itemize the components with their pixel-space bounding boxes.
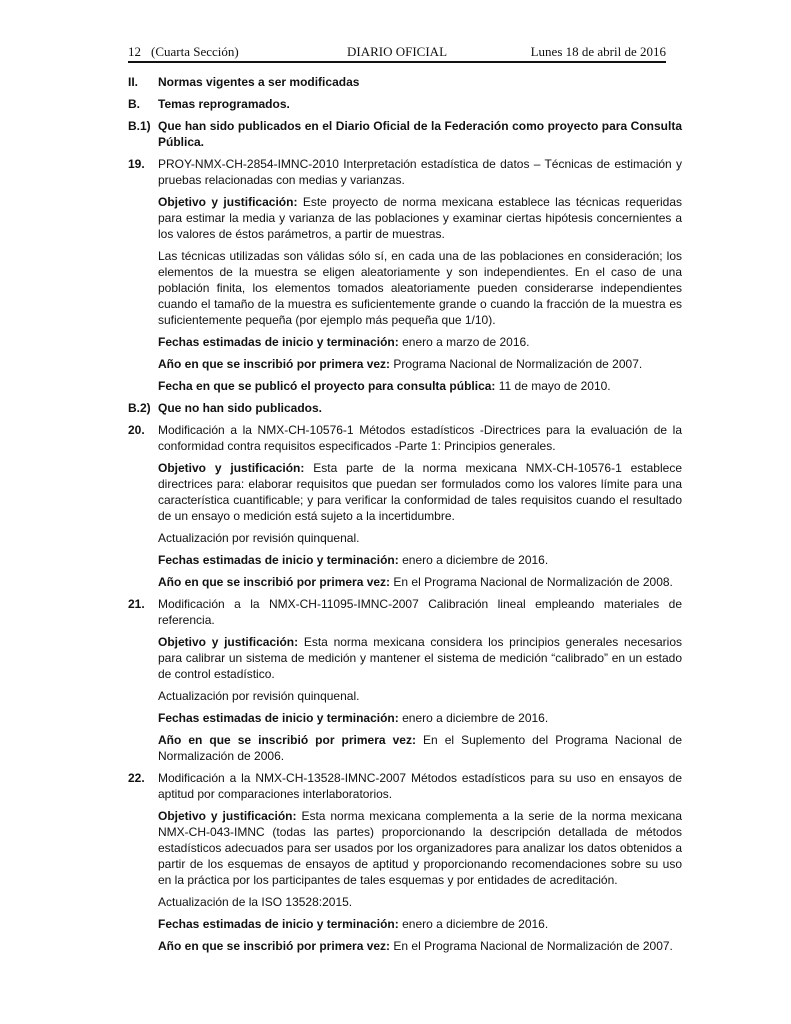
dates-label: Fechas estimadas de inicio y terminación:	[158, 711, 399, 725]
item-number: 20.	[128, 423, 145, 437]
year-paragraph	[158, 574, 682, 590]
year-paragraph	[158, 356, 682, 372]
section-title: Que han sido publicados en el Diario Oficial de la Federación como proyecto para Consulta Pública.	[158, 119, 682, 149]
objective-label: Objetivo y justificación:	[158, 195, 298, 209]
year-label: Año en que se inscribió por primera vez:	[158, 357, 391, 371]
section-number: II.	[128, 75, 139, 89]
extra-paragraph: Actualización de la ISO 13528:2015.	[158, 895, 353, 909]
objective-label: Objetivo y justificación:	[158, 809, 297, 823]
publication-date: Lunes 18 de abril de 2016	[530, 44, 666, 59]
item-title: Modificación a la NMX-CH-13528-IMNC-2007 Métodos estadísticos para su uso en ensayos de aptitud por comparaciones interlaboratorios.	[158, 771, 682, 801]
publication-paragraph	[158, 378, 682, 394]
year-label: Año en que se inscribió por primera vez:	[158, 939, 391, 953]
item-title: Modificación a la NMX-CH-11095-IMNC-2007 Calibración lineal empleando materiales de referencia.	[158, 597, 682, 627]
section-title: Temas reprogramados.	[158, 97, 290, 111]
objective-label: Objetivo y justificación:	[158, 461, 305, 475]
page-number: 12	[128, 44, 141, 59]
publication-label: Fecha en que se publicó el proyecto para consulta pública:	[158, 379, 496, 393]
norm-item	[128, 422, 682, 454]
objective-paragraph	[158, 460, 682, 524]
year-paragraph	[158, 938, 682, 954]
norm-item	[128, 156, 682, 188]
dates-label: Fechas estimadas de inicio y terminación:	[158, 917, 399, 931]
objective-text: Esta parte de la norma mexicana NMX-CH-10576-1 establece directrices para: elaborar requisitos que puedan ser formulados como los valores límite para una característica cuantificable; y para verificar la conformidad de tales requisitos cuando el resultado de un ensayo o medición está sujeto a la incertidumbre.	[158, 461, 682, 523]
objective-label: Objetivo y justificación:	[158, 635, 299, 649]
norm-item	[128, 770, 682, 802]
extra-paragraph: Las técnicas utilizadas son válidas sólo sí, en cada una de las poblaciones en consideración; los elementos de la muestra se eligen aleatoriamente y son independientes. En el caso de una población finita, los elementos tomados aleatoriamente pueden considerarse independientes cuando el tamaño de la muestra es suficientemente grande o cuando la fracción de la muestra es suficientemente pequeña (por ejemplo más pequeña que 1/10).	[158, 249, 682, 327]
dates-text: enero a diciembre de 2016.	[402, 917, 549, 931]
year-label: Año en que se inscribió por primera vez:	[158, 733, 416, 747]
section-heading	[128, 74, 682, 90]
section-heading	[128, 96, 682, 112]
item-number: 21.	[128, 597, 145, 611]
dates-label: Fechas estimadas de inicio y terminación:	[158, 335, 399, 349]
norm-item	[128, 596, 682, 628]
year-text: En el Programa Nacional de Normalización de 2008.	[393, 575, 673, 589]
header-rule	[128, 61, 666, 63]
objective-paragraph	[158, 808, 682, 888]
dates-paragraph	[158, 552, 682, 568]
year-paragraph	[158, 732, 682, 764]
year-text: En el Suplemento del Programa Nacional de Normalización de 2006.	[158, 733, 682, 763]
section-number: B.2)	[128, 401, 151, 415]
objective-text: Esta norma mexicana considera los principios generales necesarios para calibrar un sistema de medición y mantener el sistema de medición “calibrado” en un estado de control estadístico.	[158, 635, 682, 681]
section-title: Que no han sido publicados.	[158, 401, 323, 415]
year-label: Año en que se inscribió por primera vez:	[158, 575, 391, 589]
section-number: B.	[128, 97, 140, 111]
dates-paragraph	[158, 916, 682, 932]
dates-text: enero a diciembre de 2016.	[402, 711, 549, 725]
dates-paragraph	[158, 334, 682, 350]
item-title: Modificación a la NMX-CH-10576-1 Métodos estadísticos -Directrices para la evaluación de la conformidad contra requisitos especificados -Parte 1: Principios generales.	[158, 423, 682, 453]
objective-paragraph	[158, 634, 682, 682]
year-text: Programa Nacional de Normalización de 2007.	[393, 357, 643, 371]
item-number: 19.	[128, 157, 145, 171]
dates-text: enero a diciembre de 2016.	[402, 553, 549, 567]
objective-paragraph	[158, 194, 682, 242]
objective-text: Esta norma mexicana complementa a la serie de la norma mexicana NMX-CH-043-IMNC (todas las partes) proporcionando la descripción detallada de métodos estadísticos adecuados para ser usados por los organizadores para analizar los datos obtenidos a partir de los esquemas de ensayos de aptitud y proporcionando recomendaciones sobre su uso en la práctica por los participantes de tales esquemas y por entidades de acreditación.	[158, 809, 683, 887]
item-number: 22.	[128, 771, 145, 785]
extra-paragraph: Actualización por revisión quinquenal.	[158, 531, 360, 545]
section-label: (Cuarta Sección)	[151, 44, 239, 59]
section-heading	[128, 118, 682, 150]
section-heading	[128, 400, 682, 416]
dates-label: Fechas estimadas de inicio y terminación:	[158, 553, 399, 567]
objective-text: Este proyecto de norma mexicana establece las técnicas requeridas para estimar la media y varianza de las poblaciones y examinar ciertas hipótesis concernientes a los valores de éstos parámetros, a partir de muestras.	[158, 195, 682, 241]
page-header	[128, 44, 666, 60]
dates-text: enero a marzo de 2016.	[402, 335, 530, 349]
document-body	[128, 74, 682, 960]
publication-title: DIARIO OFICIAL	[346, 44, 448, 59]
section-title: Normas vigentes a ser modificadas	[158, 75, 360, 89]
extra-paragraph: Actualización por revisión quinquenal.	[158, 689, 360, 703]
year-text: En el Programa Nacional de Normalización de 2007.	[393, 939, 673, 953]
item-title: PROY-NMX-CH-2854-IMNC-2010 Interpretación estadística de datos – Técnicas de estimación y pruebas relacionadas con medias y varianzas.	[158, 157, 682, 187]
dates-paragraph	[158, 710, 682, 726]
publication-text: 11 de mayo de 2010.	[498, 379, 611, 393]
section-number: B.1)	[128, 119, 151, 133]
